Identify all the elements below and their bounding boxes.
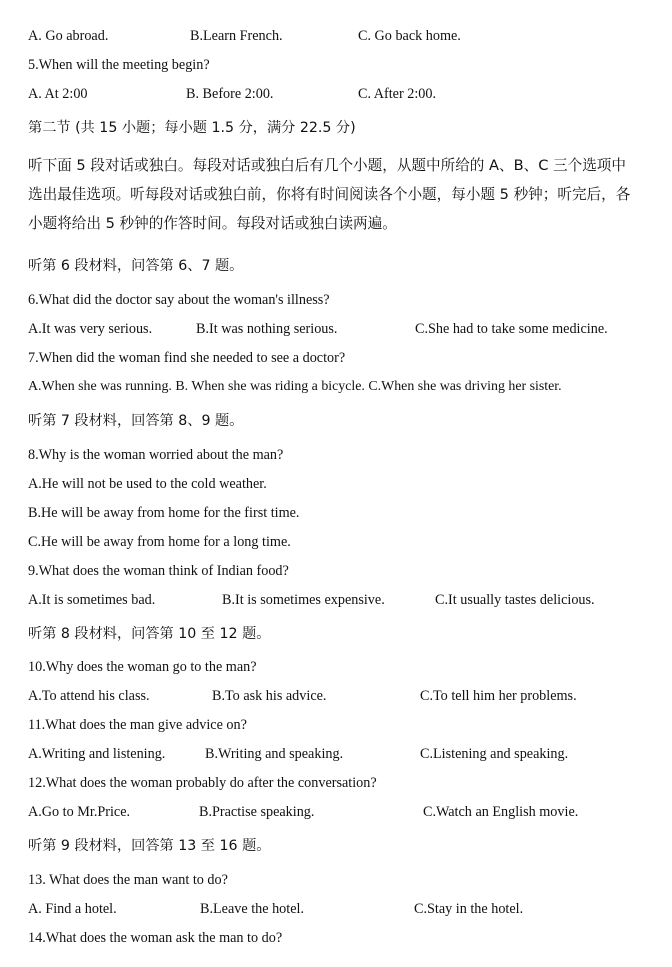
q12-option-c: C.Watch an English movie.: [423, 804, 579, 820]
q10-stem: 10.Why does the woman go to the man?: [28, 659, 257, 675]
q11-option-b: B.Writing and speaking.: [205, 746, 344, 762]
q10-option-a: A.To attend his class.: [28, 688, 150, 704]
q8-option-a: A.He will not be used to the cold weather.: [28, 476, 267, 492]
q4-option-b: B.Learn French.: [190, 28, 283, 44]
q6-stem: 6.What did the doctor say about the woman's illness?: [28, 292, 330, 308]
q9-option-a: A.It is sometimes bad.: [28, 592, 156, 608]
q5-option-a: A. At 2:00: [28, 86, 88, 102]
q13-option-a: A. Find a hotel.: [28, 901, 117, 917]
material-7-heading: 听第 7 段材料，回答第 8、9 题。: [28, 413, 244, 429]
instructions-line-3: 小题将给出 5 秒钟的作答时间。每段对话或独白读两遍。: [28, 215, 397, 232]
q11-stem: 11.What does the man give advice on?: [28, 717, 247, 733]
q8-option-b: B.He will be away from home for the first time.: [28, 505, 300, 521]
section-instructions: [28, 151, 658, 238]
q13-option-c: C.Stay in the hotel.: [414, 901, 524, 917]
instructions-line-1: 听下面 5 段对话或独白。每段对话或独白后有几个小题，从题中所给的 A、B、C 三个选项中: [28, 157, 626, 174]
q9-stem: 9.What does the woman think of Indian food?: [28, 563, 289, 579]
q9-option-c: C.It usually tastes delicious.: [435, 592, 595, 608]
q6-option-b: B.It was nothing serious.: [196, 321, 338, 337]
q10-option-c: C.To tell him her problems.: [420, 688, 577, 704]
instructions-line-2: 选出最佳选项。听每段对话或独白前，你将有时间阅读各个小题，每小题 5 秒钟；听完后，各: [28, 186, 631, 203]
q5-option-b: B. Before 2:00.: [186, 86, 274, 102]
material-9-heading: 听第 9 段材料，回答第 13 至 16 题。: [28, 838, 271, 854]
q6-option-a: A.It was very serious.: [28, 321, 153, 337]
q12-stem: 12.What does the woman probably do after the conversation?: [28, 775, 377, 791]
q5-stem: 5.When will the meeting begin?: [28, 57, 210, 73]
material-8-heading: 听第 8 段材料，问答第 10 至 12 题。: [28, 626, 271, 642]
q12-option-a: A.Go to Mr.Price.: [28, 804, 131, 820]
q12-option-b: B.Practise speaking.: [199, 804, 315, 820]
q6-option-c: C.She had to take some medicine.: [415, 321, 608, 337]
q4-option-c: C. Go back home.: [358, 28, 461, 44]
q13-option-b: B.Leave the hotel.: [200, 901, 305, 917]
q14-stem: 14.What does the woman ask the man to do?: [28, 930, 283, 946]
q5-option-c: C. After 2:00.: [358, 86, 437, 102]
section-title: 第二节 (共 15 小题；每小题 1.5 分，满分 22.5 分): [28, 120, 356, 136]
q7-options: A.When she was running. B. When she was riding a bicycle. C.When she was driving her sister.: [28, 379, 562, 394]
q11-option-a: A.Writing and listening.: [28, 746, 166, 762]
q9-option-b: B.It is sometimes expensive.: [222, 592, 385, 608]
q11-option-c: C.Listening and speaking.: [420, 746, 569, 762]
q13-stem: 13. What does the man want to do?: [28, 872, 228, 888]
q8-option-c: C.He will be away from home for a long time.: [28, 534, 291, 550]
q7-stem: 7.When did the woman find she needed to see a doctor?: [28, 350, 346, 366]
material-6-heading: 听第 6 段材料，问答第 6、7 题。: [28, 258, 244, 274]
q10-option-b: B.To ask his advice.: [212, 688, 327, 704]
q4-option-a: A. Go abroad.: [28, 28, 109, 44]
q8-stem: 8.Why is the woman worried about the man?: [28, 447, 284, 463]
